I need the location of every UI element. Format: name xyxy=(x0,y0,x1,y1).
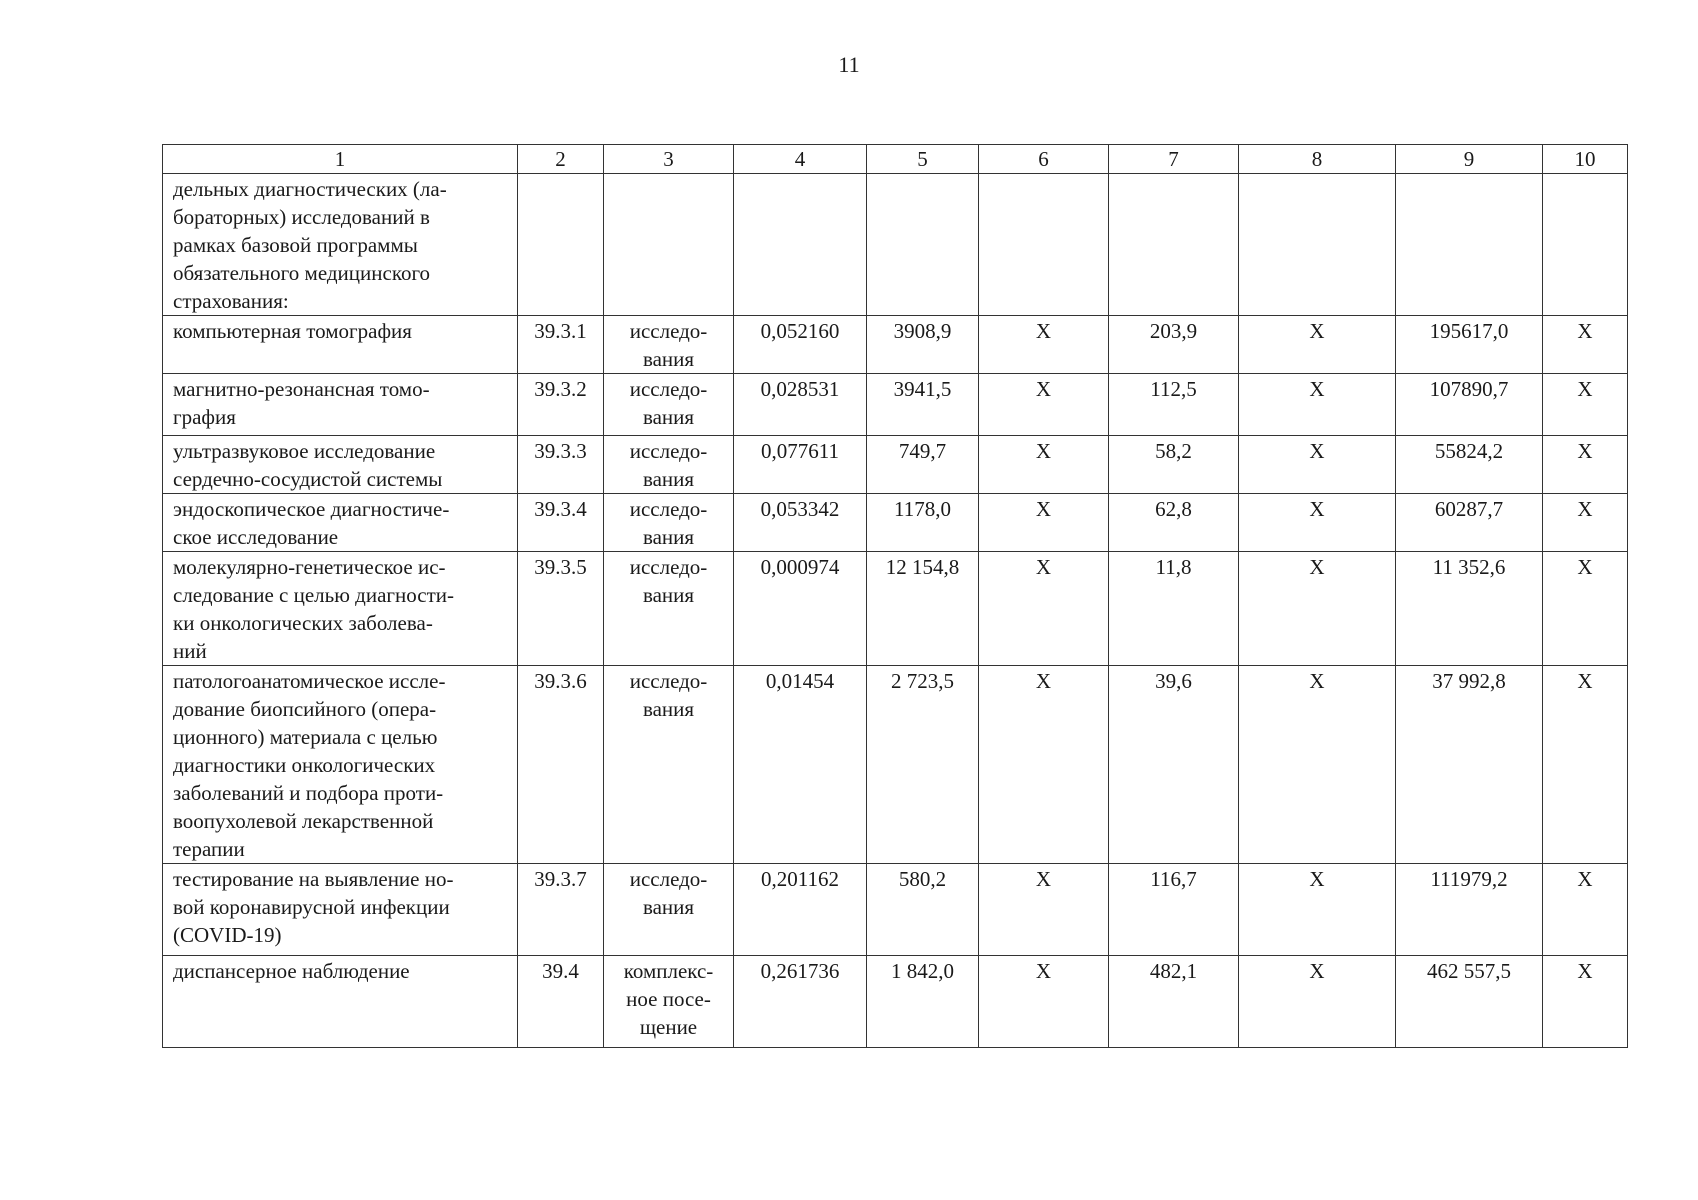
table-cell: 0,053342 xyxy=(734,494,867,552)
table-cell xyxy=(867,174,979,316)
table-cell: 60287,7 xyxy=(1396,494,1543,552)
table-cell: X xyxy=(979,436,1109,494)
table-cell: 11 352,6 xyxy=(1396,552,1543,666)
table-row xyxy=(163,174,1628,316)
table-cell: 749,7 xyxy=(867,436,979,494)
table-cell: 111979,2 xyxy=(1396,864,1543,956)
table-cell: 195617,0 xyxy=(1396,316,1543,374)
table-cell: 39.3.3 xyxy=(518,436,604,494)
table-cell: X xyxy=(1543,956,1628,1048)
table-cell: 0,201162 xyxy=(734,864,867,956)
table-cell: X xyxy=(979,864,1109,956)
table-cell: 112,5 xyxy=(1109,374,1239,436)
table-cell: исследо- вания xyxy=(604,666,734,864)
row-label-cell: патологоанатомическое иссле- дование биопсийного (опера- ционного) материала с целью диагностики онкологических заболеваний и подбора проти- воопухолевой лекарственной терапии xyxy=(163,666,518,864)
table-cell: 39.4 xyxy=(518,956,604,1048)
table-cell: исследо- вания xyxy=(604,552,734,666)
column-header: 6 xyxy=(979,145,1109,174)
table-cell: 39.3.4 xyxy=(518,494,604,552)
table-cell: 39.3.7 xyxy=(518,864,604,956)
table-cell: 0,077611 xyxy=(734,436,867,494)
table-cell: X xyxy=(979,552,1109,666)
table-cell: исследо- вания xyxy=(604,494,734,552)
table-cell: X xyxy=(1543,374,1628,436)
table-cell: X xyxy=(1543,864,1628,956)
table-cell: 0,052160 xyxy=(734,316,867,374)
table-cell: 39.3.1 xyxy=(518,316,604,374)
table-row xyxy=(163,316,1628,374)
table-body xyxy=(163,145,1628,1048)
table-cell: X xyxy=(1543,666,1628,864)
header-row xyxy=(163,145,1628,174)
table-cell: X xyxy=(1543,316,1628,374)
table-cell: 2 723,5 xyxy=(867,666,979,864)
table-cell: 462 557,5 xyxy=(1396,956,1543,1048)
table-cell: X xyxy=(1239,494,1396,552)
table-cell: X xyxy=(1543,494,1628,552)
column-header: 5 xyxy=(867,145,979,174)
table-cell xyxy=(604,174,734,316)
data-table xyxy=(162,144,1628,1048)
table-cell xyxy=(734,174,867,316)
table-cell: 0,028531 xyxy=(734,374,867,436)
table-cell: X xyxy=(1239,666,1396,864)
table-cell: комплекс- ное посе- щение xyxy=(604,956,734,1048)
table-cell: 62,8 xyxy=(1109,494,1239,552)
table-cell: 39.3.2 xyxy=(518,374,604,436)
column-header: 9 xyxy=(1396,145,1543,174)
row-label-cell: эндоскопическое диагностиче- ское исследование xyxy=(163,494,518,552)
table-cell: X xyxy=(1239,316,1396,374)
table-cell xyxy=(1239,174,1396,316)
table-cell: 0,000974 xyxy=(734,552,867,666)
table-cell: 3908,9 xyxy=(867,316,979,374)
table-cell xyxy=(979,174,1109,316)
table-cell: исследо- вания xyxy=(604,374,734,436)
table-cell: X xyxy=(979,956,1109,1048)
table-cell: X xyxy=(1239,436,1396,494)
table-row xyxy=(163,956,1628,1048)
table-cell: 1 842,0 xyxy=(867,956,979,1048)
table-row xyxy=(163,494,1628,552)
row-label-cell: диспансерное наблюдение xyxy=(163,956,518,1048)
table-cell: X xyxy=(979,374,1109,436)
row-label-cell: дельных диагностических (ла- бораторных) исследований в рамках базовой программы обязательного медицинского страхования: xyxy=(163,174,518,316)
table-cell: X xyxy=(1239,956,1396,1048)
table-cell: 0,01454 xyxy=(734,666,867,864)
table-cell xyxy=(1543,174,1628,316)
column-header: 10 xyxy=(1543,145,1628,174)
row-label-cell: молекулярно-генетическое ис- следование с целью диагности- ки онкологических заболева- ний xyxy=(163,552,518,666)
table-cell: 203,9 xyxy=(1109,316,1239,374)
row-label-cell: магнитно-резонансная томо- графия xyxy=(163,374,518,436)
table-cell: X xyxy=(1543,552,1628,666)
table-row xyxy=(163,374,1628,436)
table-cell: 12 154,8 xyxy=(867,552,979,666)
table-cell: X xyxy=(1239,374,1396,436)
row-label-cell: компьютерная томография xyxy=(163,316,518,374)
table-cell: 37 992,8 xyxy=(1396,666,1543,864)
table-cell: X xyxy=(979,494,1109,552)
table-row xyxy=(163,864,1628,956)
column-header: 7 xyxy=(1109,145,1239,174)
column-header: 8 xyxy=(1239,145,1396,174)
table-cell: 3941,5 xyxy=(867,374,979,436)
table-row xyxy=(163,552,1628,666)
page-number: 11 xyxy=(838,52,860,77)
row-label-cell: ультразвуковое исследование сердечно-сосудистой системы xyxy=(163,436,518,494)
table-cell xyxy=(518,174,604,316)
column-header: 4 xyxy=(734,145,867,174)
table-cell: X xyxy=(1239,864,1396,956)
table-cell: 11,8 xyxy=(1109,552,1239,666)
table-cell: 39.3.5 xyxy=(518,552,604,666)
column-header: 1 xyxy=(163,145,518,174)
table-cell: X xyxy=(979,316,1109,374)
column-header: 3 xyxy=(604,145,734,174)
table-cell: X xyxy=(1239,552,1396,666)
table-cell: 482,1 xyxy=(1109,956,1239,1048)
table-cell: 39,6 xyxy=(1109,666,1239,864)
table-cell: исследо- вания xyxy=(604,436,734,494)
row-label-cell: тестирование на выявление но- вой коронавирусной инфекции (COVID-19) xyxy=(163,864,518,956)
table-cell: 107890,7 xyxy=(1396,374,1543,436)
table-cell: 39.3.6 xyxy=(518,666,604,864)
table-cell: 1178,0 xyxy=(867,494,979,552)
table-cell xyxy=(1396,174,1543,316)
table-cell: 55824,2 xyxy=(1396,436,1543,494)
table-cell: 580,2 xyxy=(867,864,979,956)
table-cell: X xyxy=(979,666,1109,864)
table-cell: 116,7 xyxy=(1109,864,1239,956)
table-cell: исследо- вания xyxy=(604,864,734,956)
table-cell: 58,2 xyxy=(1109,436,1239,494)
table-cell xyxy=(1109,174,1239,316)
table-cell: 0,261736 xyxy=(734,956,867,1048)
table-row xyxy=(163,436,1628,494)
column-header: 2 xyxy=(518,145,604,174)
table-cell: исследо- вания xyxy=(604,316,734,374)
table-row xyxy=(163,666,1628,864)
table-cell: X xyxy=(1543,436,1628,494)
